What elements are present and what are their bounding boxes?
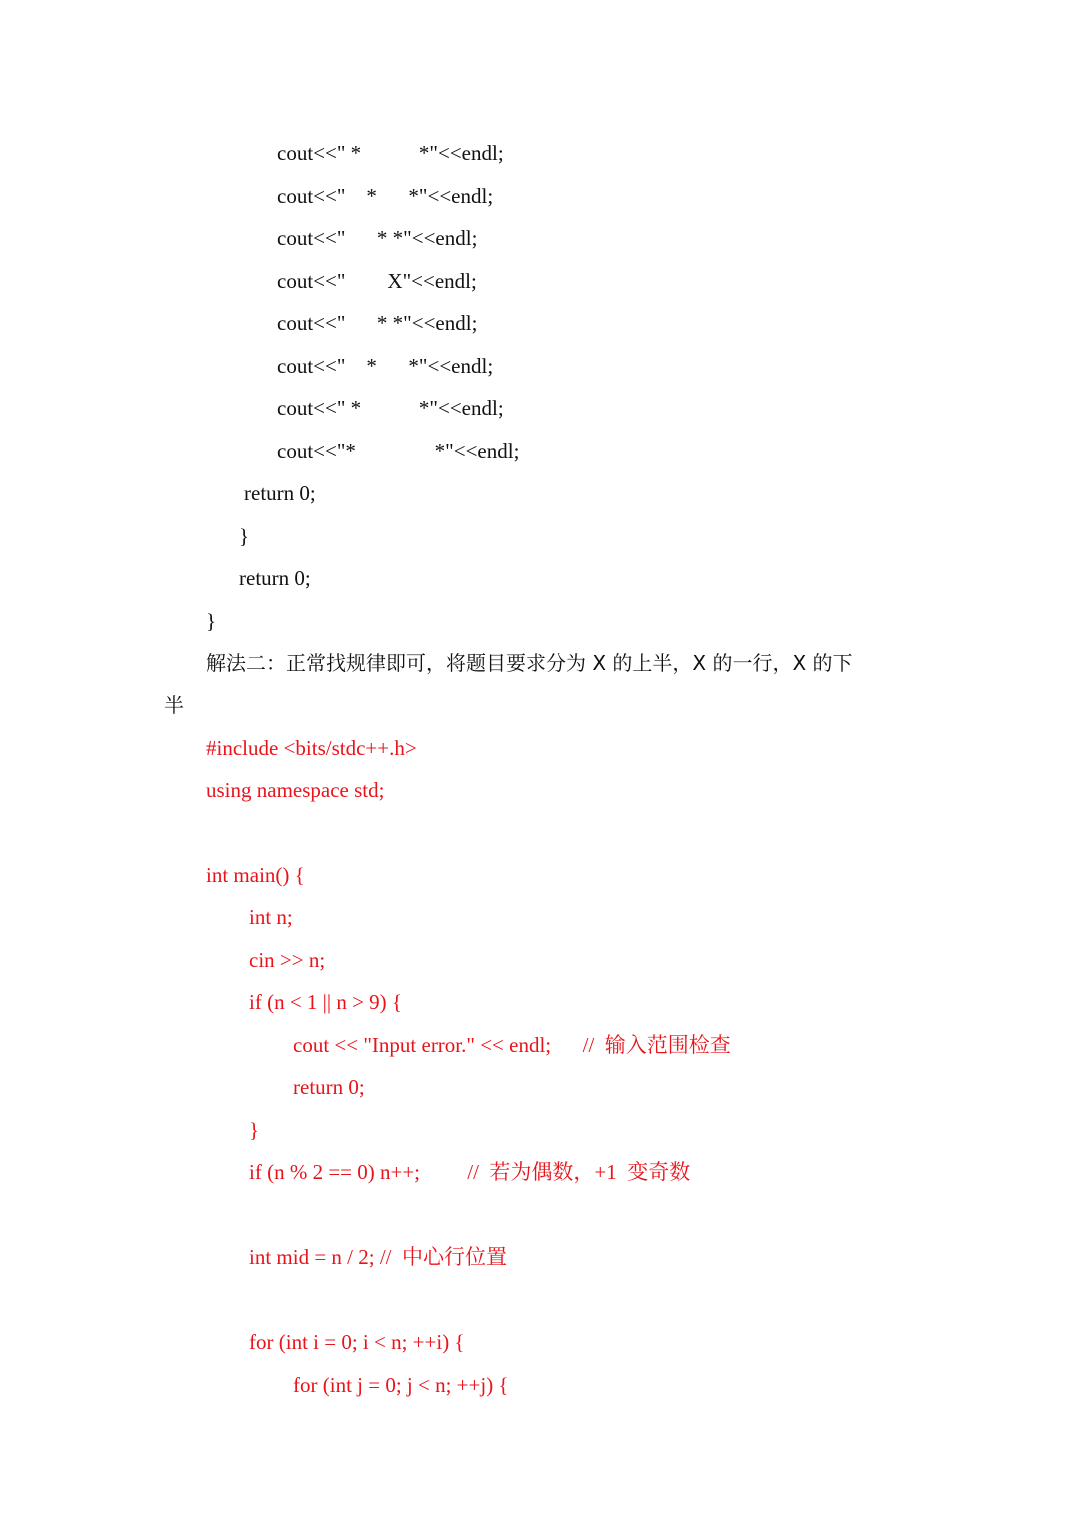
code-line: cout<<" * *"<<endl; [277, 184, 494, 208]
code-line: cout<<" * *"<<endl; [277, 354, 494, 378]
code-line: cout<<" X"<<endl; [277, 269, 477, 293]
code-line: cout<<" * *"<<endl; [277, 396, 504, 420]
code-line: if (n % 2 == 0) n++; // 若为偶数，+1 变奇数 [249, 1160, 691, 1184]
code-line: cout << "Input error." << endl; // 输入范围检查 [293, 1033, 731, 1057]
code-line: return 0; [244, 481, 316, 505]
code-line: cout<<" * *"<<endl; [277, 226, 478, 250]
code-line: cout<<" * *"<<endl; [277, 141, 504, 165]
code-line: #include <bits/stdc++.h> [206, 736, 417, 760]
code-line: int main() { [206, 863, 305, 887]
code-line: } [239, 524, 250, 548]
code-line: cout<<" * *"<<endl; [277, 311, 478, 335]
code-line: if (n < 1 || n > 9) { [249, 990, 402, 1014]
code-line: } [249, 1118, 260, 1142]
code-line: int mid = n / 2; // 中心行位置 [249, 1245, 508, 1269]
code-line: int n; [249, 905, 293, 929]
code-line: using namespace std; [206, 778, 385, 802]
code-line: return 0; [239, 566, 311, 590]
code-line: for (int i = 0; i < n; ++i) { [249, 1330, 465, 1354]
code-line: cout<<"* *"<<endl; [277, 439, 520, 463]
description-line: 半 [164, 693, 184, 717]
description-line: 解法二：正常找规律即可，将题目要求分为 X 的上半，X 的一行，X 的下 [206, 651, 853, 675]
code-line: for (int j = 0; j < n; ++j) { [293, 1373, 509, 1397]
code-line: cin >> n; [249, 948, 326, 972]
code-line: return 0; [293, 1075, 365, 1099]
code-line: } [206, 609, 217, 633]
